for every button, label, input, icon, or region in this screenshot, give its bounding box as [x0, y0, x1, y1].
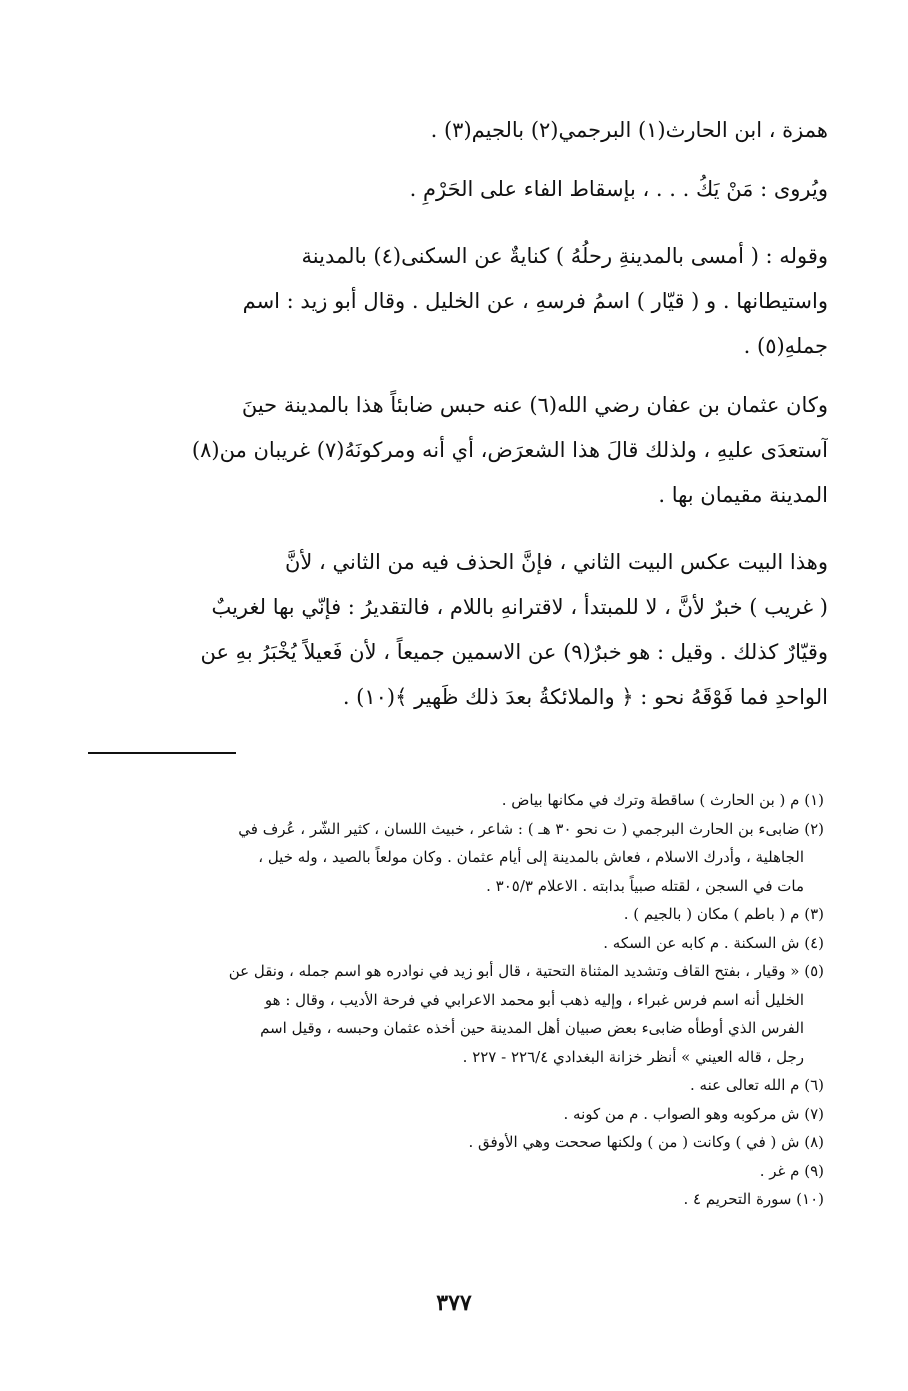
footnote-continuation: الفرس الذي أوطأه ضابىء بعض صبيان أهل المدينة حين أخذه عثمان وحبسه ، وقيل اسم — [260, 1019, 804, 1037]
text-line: وهذا البيت عكس البيت الثاني ، فإنَّ الحذف فيه من الثاني ، لأنَّ — [284, 550, 828, 574]
text-line: وقوله : ( أمسى بالمدينةِ رحلُهُ ) كنايةٌ عن السكنى(٤) بالمدينة — [301, 244, 828, 268]
text-line: آستعدَى عليهِ ، ولذلك قالَ هذا الشعرَض، أي أنه ومركونَهُ(٧) غريبان من(٨) — [191, 438, 828, 462]
text-line: واستيطانها . و ( قيّار ) اسمُ فرسهِ ، عن الخليل . وقال أبو زيد : اسم — [242, 289, 828, 313]
footnotes — [84, 786, 824, 1214]
footnote: (١٠) سورة التحريم ٤ . — [683, 1190, 824, 1208]
footnote: (٤) ش السكنة . م كابه عن السكه . — [603, 933, 824, 952]
footnote-divider — [88, 752, 236, 754]
page-number: ٣٧٧ — [436, 1290, 472, 1316]
text-line: وكان عثمان بن عفان رضي الله(٦) عنه حبس ضابئاً هذا بالمدينة حينَ — [241, 393, 828, 417]
text-line: وقيّارٌ كذلك . وقيل : هو خبرٌ(٩) عن الاسمين جميعاً ، لأن فَعيلاً يُخْبَرُ بهِ عن — [200, 640, 828, 664]
footnote-continuation: مات في السجن ، لقتله صبياً بدابته . الاعلام ٣٠٥/٣ . — [486, 876, 804, 895]
text-line: همزة ، ابن الحارث(١) البرجمي(٢) بالجيم(٣) . — [430, 118, 828, 142]
footnote: (٧) ش مركوبه وهو الصواب . م من كونه . — [563, 1104, 824, 1123]
footnote: (٦) م الله تعالى عنه . — [690, 1076, 824, 1094]
footnote: (٣) م ( باطم ) مكان ( بالجيم ) . — [623, 905, 824, 923]
footnote-continuation: الجاهلية ، وأدرك الاسلام ، فعاش بالمدينة إلى أيام عثمان . وكان مولعاً بالصيد ، وله خيل ، — [258, 848, 804, 866]
text-line: الواحدِ فما فَوْقَهُ نحو : ﴿ والملائكةُ بعدَ ذلك ظَهير ﴾(١٠) . — [342, 685, 828, 709]
footnote: (١) م ( بن الحارث ) ساقطة وترك في مكانها بياض . — [501, 791, 824, 809]
text-line: المدينة مقيمان بها . — [658, 483, 828, 507]
main-text — [78, 108, 828, 720]
footnote: (٥) « وقيار ، بفتح القاف وتشديد المثناة التحتية ، قال أبو زيد في نوادره هو اسم جمله ، ونقل عن — [228, 962, 824, 980]
footnote-continuation: الخليل أنه اسم فرس غبراء ، وإليه ذهب أبو محمد الاعرابي في فرحة الأديب ، وقال : هو — [264, 990, 804, 1009]
footnote: (٢) ضابىء بن الحارث البرجمي ( ت نحو ٣٠ هـ ) : شاعر ، خبيث اللسان ، كثير الشّر ، عُرف في — [238, 819, 824, 838]
text-line: ( غريب ) خبرٌ لأنَّ ، لا للمبتدأ ، لاقترانهِ باللام ، فالتقديرُ : فإنّي بها لغريبٌ — [211, 595, 828, 619]
footnote: (٨) ش ( في ) وكانت ( من ) ولكنها صححت وهي الأوفق . — [468, 1133, 824, 1151]
text-line: جملهِ(٥) . — [743, 334, 828, 358]
text-line: ويُروى : مَنْ يَكُ . . . ، بإسقاط الفاء على الحَرْمِ . — [409, 177, 828, 201]
footnote-continuation: رجل ، قاله العيني » أنظر خزانة البغدادي ٢٢٦/٤ - ٢٢٧ . — [462, 1047, 804, 1066]
footnote: (٩) م غر . — [759, 1161, 824, 1180]
